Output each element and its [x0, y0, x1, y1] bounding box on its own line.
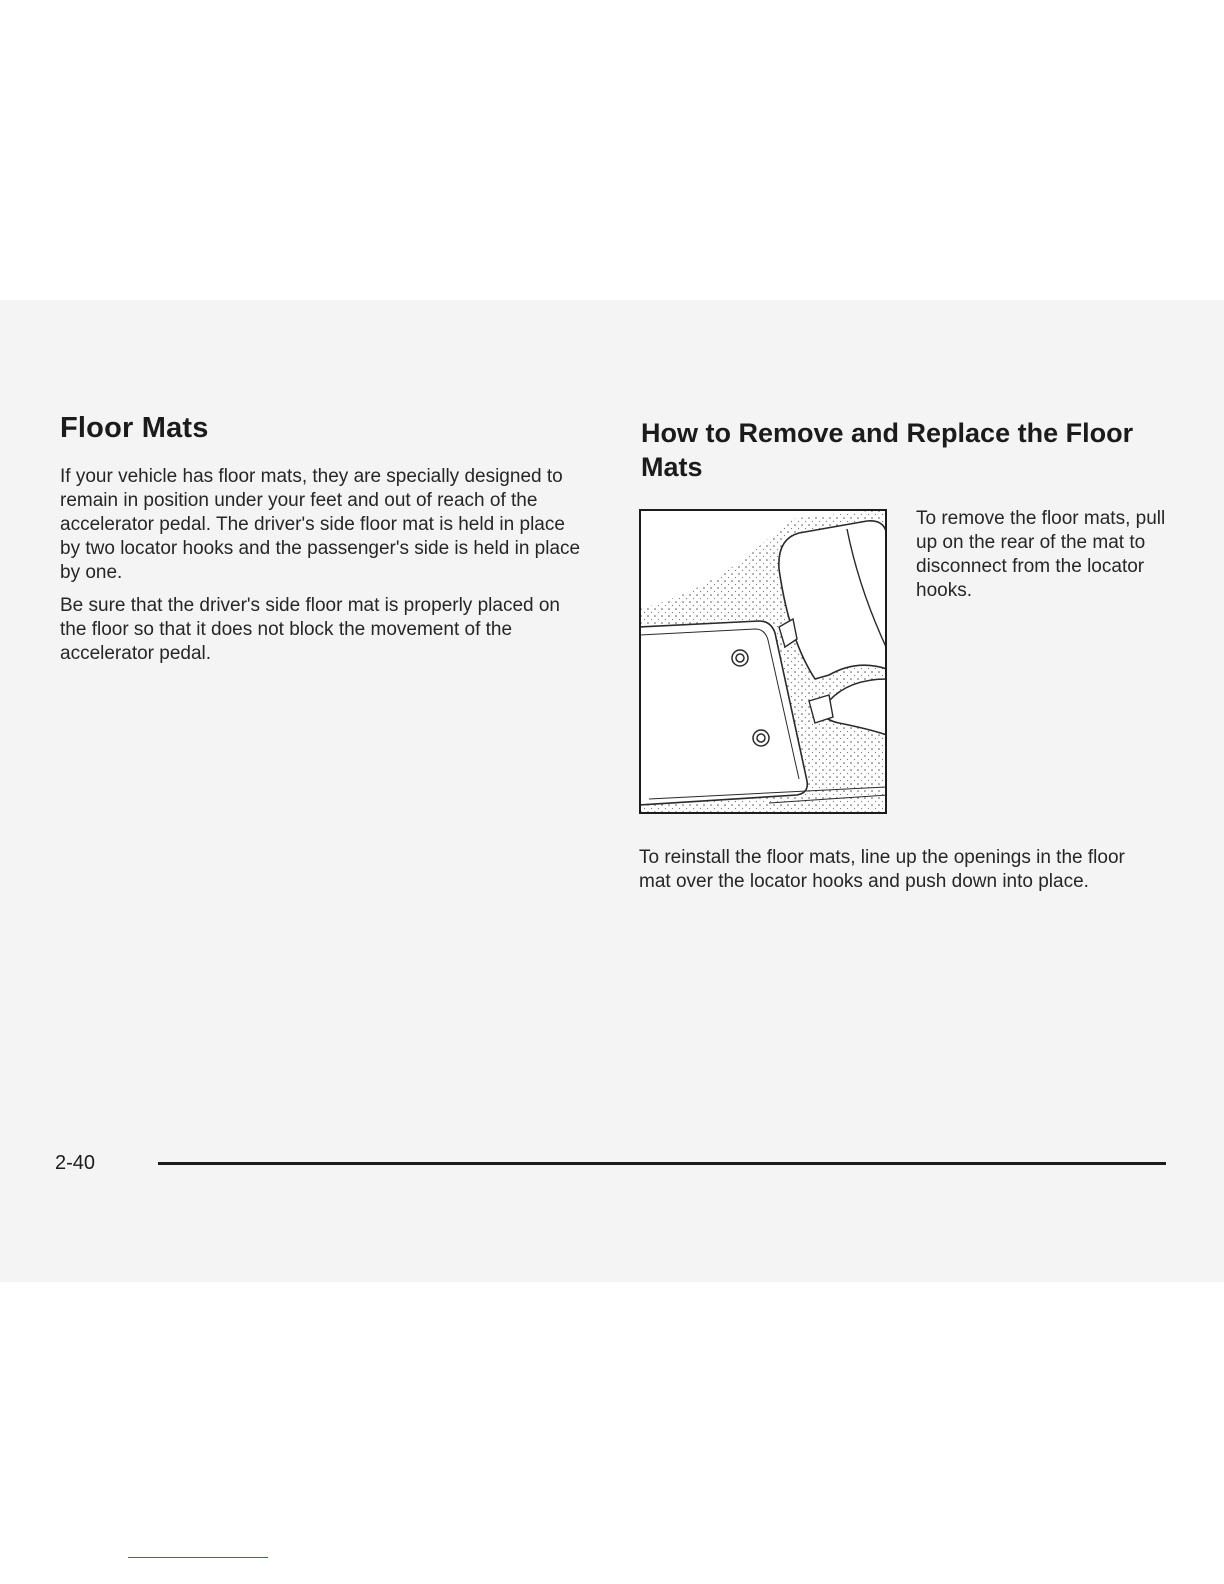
page-number: 2-40	[55, 1152, 96, 1174]
section-title: Floor Mats	[60, 412, 209, 444]
floor-mat-illustration	[639, 509, 887, 814]
floor-mats-paragraph-1: If your vehicle has floor mats, they are specially designed to remain in position under your feet and out of reach of the accelerator pedal. The driver's side floor mat is held in place by two locator hooks and the passenger's side is held in place by one.	[60, 466, 581, 583]
reinstall-instructions: To reinstall the floor mats, line up the openings in the floor mat over the locator hooks and push down into place.	[639, 847, 1125, 892]
subsection-title: How to Remove and Replace the Floor Mats	[641, 418, 1134, 482]
bottom-link-underline	[128, 1557, 268, 1558]
remove-instructions: To remove the floor mats, pull up on the rear of the mat to disconnect from the locator hooks.	[916, 508, 1166, 601]
footer-rule	[158, 1162, 1166, 1165]
floor-mats-paragraph-2: Be sure that the driver's side floor mat is properly placed on the floor so that it does not block the movement of the accelerator pedal.	[60, 595, 560, 664]
